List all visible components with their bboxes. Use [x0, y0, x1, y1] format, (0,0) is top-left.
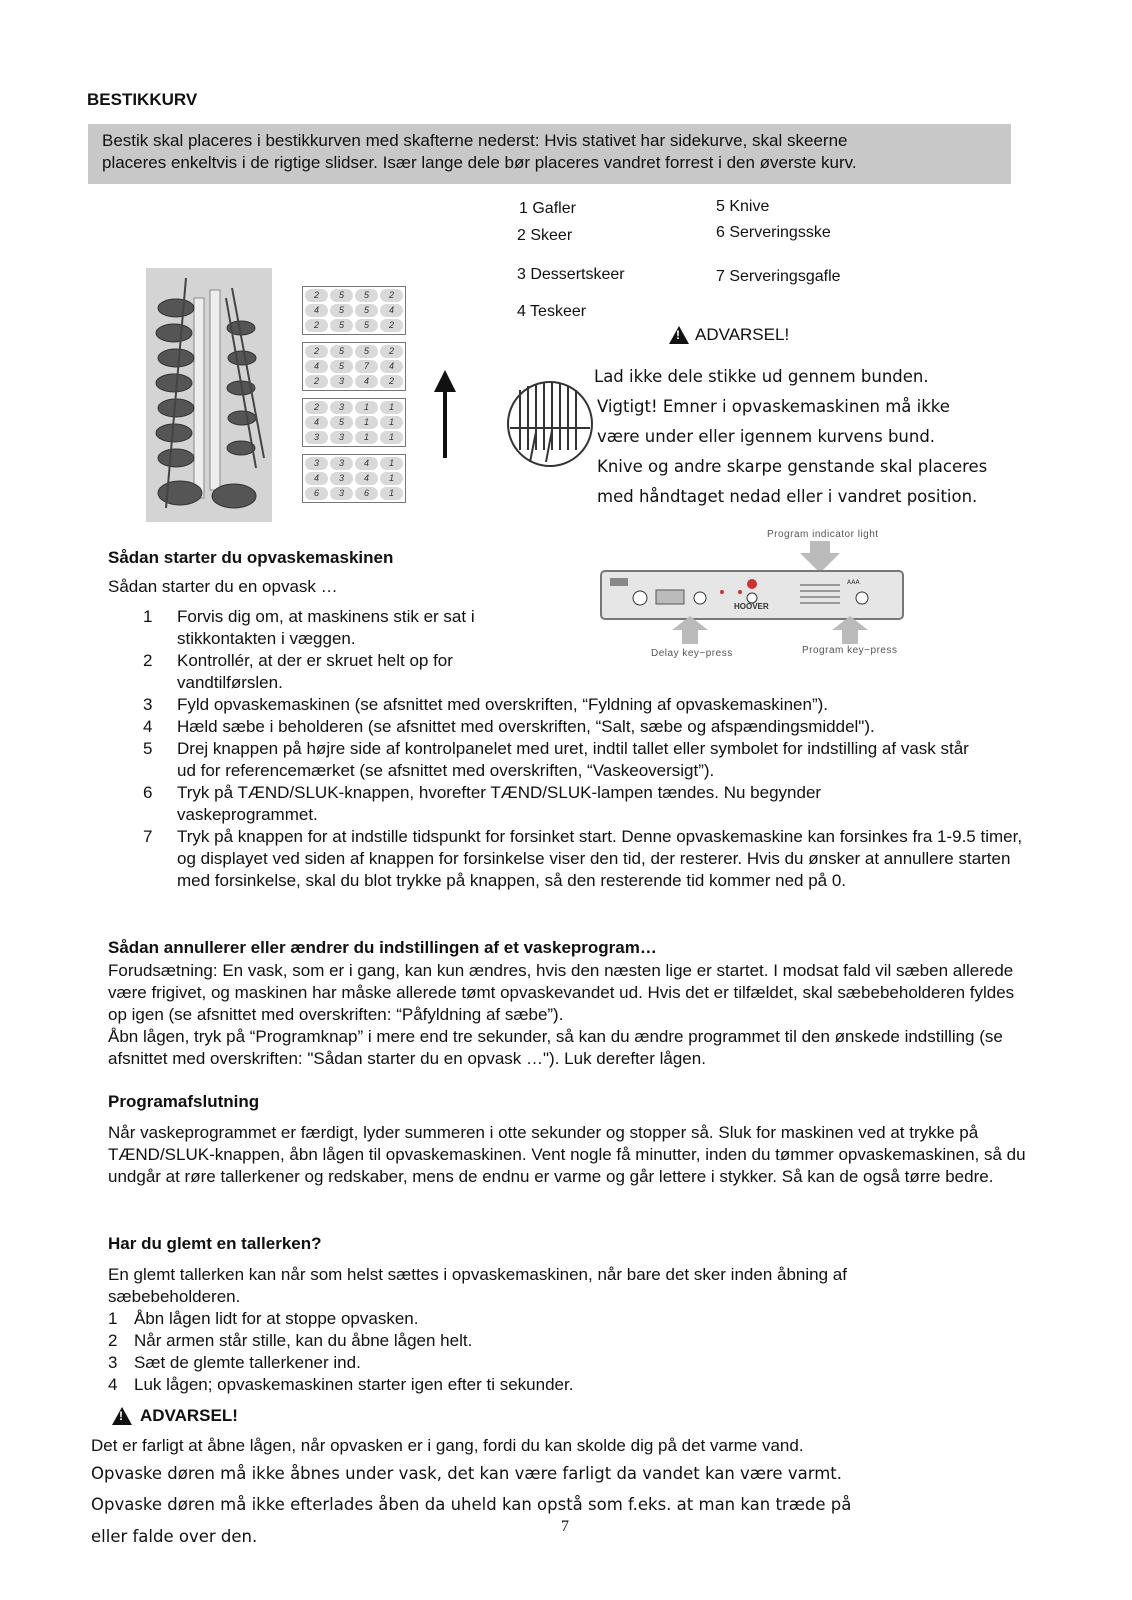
basket-grid-cell: 3 [330, 457, 353, 470]
basket-grid-cell: 5 [330, 319, 353, 332]
legend-item-7: 7 Serveringsgafle [716, 268, 841, 285]
section-title: BESTIKKURV [87, 90, 198, 109]
start-heading: Sådan starter du opvaskemaskinen [108, 548, 394, 567]
start-subheading: Sådan starter du en opvask … [108, 577, 338, 596]
basket-grid-cell: 2 [380, 345, 403, 358]
basket-grid-cell: 4 [305, 360, 328, 373]
basket-grid-cell: 1 [380, 487, 403, 500]
end-text: Når vaskeprogrammet er færdigt, lyder summeren i otte sekunder og stopper så. Sluk for maskinen ved at trykke på TÆND/SLUK-knappen, åbn lågen til opvaskemaskinen. Vent nogle få minutter, inden du tømmer opvaskemaskinen, så du undgår at røre tallerkener og redskaber, mens de endnu er varme og går lettere i stykker. Så kan de også tørre bedre. [108, 1123, 1026, 1186]
panel-label-program: Program key−press [802, 645, 898, 656]
list-item [143, 650, 518, 694]
list-item [108, 1374, 808, 1396]
basket-grid-cell: 5 [330, 304, 353, 317]
basket-grid-block [302, 398, 406, 447]
forgot-steps [108, 1308, 808, 1396]
basket-grid-cell: 1 [380, 401, 403, 414]
list-item [143, 716, 1023, 738]
cancel-text: Forudsætning: En vask, som er i gang, kan kun ændres, hvis den næsten lige er startet. I modsat fald vil sæben allerede være frigivet, og maskinen har måske allerede tømt opvaskevandet ud. Hvis det er tilfældet, skal sæbebeholderen fyldes op igen (se afsnittet med overskriften: “Påfyldning af sæbe”). [108, 961, 1015, 1024]
basket-grid-cell: 6 [355, 487, 378, 500]
basket-grid-cell: 5 [330, 416, 353, 429]
arrow-up-icon [432, 370, 458, 458]
page-number: 7 [561, 1518, 569, 1535]
basket-grid-cell: 5 [355, 345, 378, 358]
step-text: Kontrollér, at der er skruet helt op for vandtilførslen. [177, 651, 453, 692]
basket-grid-cell: 3 [330, 401, 353, 414]
warning-1-line-5: med håndtaget nedad eller i vandret position. [597, 487, 978, 506]
basket-grid-cell: 1 [355, 416, 378, 429]
basket-grid-cell: 5 [355, 289, 378, 302]
basket-grid-cell: 2 [305, 319, 328, 332]
step-number: 6 [143, 783, 153, 802]
warning-1-title: ADVARSEL! [695, 325, 790, 344]
warning-1-line-4: Knive og andre skarpe genstande skal placeres [597, 457, 988, 476]
basket-grid-cell: 5 [330, 289, 353, 302]
basket-grid-cell: 2 [305, 345, 328, 358]
step-text: Åbn lågen lidt for at stoppe opvasken. [134, 1309, 419, 1328]
warning-2-title-row [112, 1406, 238, 1426]
step-text: Tryk på knappen for at indstille tidspunkt for forsinket start. Denne opvaskemaskine kan forsinkes fra 1-9.5 timer, og displayet ved siden af knappen for forsinkelse viser den tid, der resterer. Hvis du ønsker at annullere starten med forsinkelse, skal du blot trykke på knappen, så den resterende tid kommer ned på 0. [177, 827, 1023, 890]
panel-label-delay: Delay key−press [651, 648, 733, 659]
arrow-up-program-icon [832, 616, 868, 644]
list-item [143, 738, 973, 782]
legend-item-3: 3 Dessertskeer [517, 266, 625, 283]
step-text: Tryk på TÆND/SLUK-knappen, hvorefter TÆND/SLUK-lampen tændes. Nu begynder vaskeprogrammet. [177, 783, 822, 824]
step-text: Drej knappen på højre side af kontrolpanelet med uret, indtil tallet eller symbolet for indstilling af vask står ud for referencemærket (se afsnittet med overskriften, “Vaskeoversigt”). [177, 739, 969, 780]
basket-grid-cell: 3 [330, 472, 353, 485]
legend-item-6: 6 Serveringsske [716, 224, 831, 241]
warning-2-line-4: eller falde over den. [91, 1527, 258, 1546]
basket-grid-cell: 3 [330, 431, 353, 444]
list-item [143, 826, 1023, 892]
intro-box [88, 124, 1011, 184]
basket-grid-cell: 3 [305, 431, 328, 444]
list-item [143, 606, 518, 650]
warning-triangle-icon [669, 326, 689, 344]
basket-grid-cell: 4 [380, 360, 403, 373]
basket-grid-cell: 3 [330, 487, 353, 500]
basket-grid-cell: 4 [305, 304, 328, 317]
basket-grid-cell: 5 [330, 360, 353, 373]
basket-grid-cell: 3 [330, 375, 353, 388]
basket-bottom-illustration [506, 380, 594, 468]
legend-item-1: 1 Gafler [519, 200, 576, 217]
forgot-text: En glemt tallerken kan når som helst sættes i opvaskemaskinen, når bare det sker inden åbning af sæbebeholderen. [108, 1265, 847, 1306]
basket-grid-cell: 1 [380, 457, 403, 470]
list-item [143, 782, 917, 826]
start-steps-1-2 [143, 606, 518, 694]
warning-1-line-3: være under eller igennem kurvens bund. [597, 427, 936, 446]
step-number: 7 [143, 827, 153, 846]
basket-grid-cell: 2 [380, 289, 403, 302]
basket-grid-block [302, 454, 406, 503]
step-number: 2 [108, 1331, 118, 1350]
warning-2-title: ADVARSEL! [140, 1406, 238, 1425]
basket-grid-cell: 1 [355, 431, 378, 444]
arrow-down-icon [800, 541, 840, 573]
step-number: 2 [143, 651, 153, 670]
basket-grid-cell: 2 [305, 289, 328, 302]
basket-grid-block [302, 286, 406, 335]
cancel-heading: Sådan annullerer eller ændrer du indstillingen af et vaskeprogram… [108, 938, 657, 957]
warning-1-title-row [669, 325, 789, 345]
basket-grid-cell: 5 [355, 304, 378, 317]
basket-grid-cell: 4 [355, 375, 378, 388]
warning-2-line-1: Det er farligt at åbne lågen, når opvasken er i gang, fordi du kan skolde dig på det varme vand. [91, 1436, 804, 1455]
step-number: 3 [108, 1353, 118, 1372]
basket-grid-cell: 7 [355, 360, 378, 373]
basket-grid-cell: 4 [305, 416, 328, 429]
warning-1-line-1: Lad ikke dele stikke ud gennem bunden. [594, 367, 929, 386]
basket-grid-cell: 3 [305, 457, 328, 470]
panel-label-indicator: Program indicator light [767, 529, 879, 540]
arrow-up-delay-icon [672, 616, 708, 644]
basket-grid-cell: 6 [305, 487, 328, 500]
intro-line-1: Bestik skal placeres i bestikkurven med skafterne nederst: Hvis stativet har sidekurve, skal skeerne [102, 131, 848, 150]
basket-grid-cell: 2 [380, 375, 403, 388]
warning-2-line-3: Opvaske døren må ikke efterlades åben da uheld kan opstå som f.eks. at man kan træde på [91, 1495, 852, 1514]
cancel-text-2: Åbn lågen, tryk på “Programknap” i mere end tre sekunder, så kan du ændre programmet til den ønskede indstilling (se afsnittet med overskriften: "Sådan starter du en opvask …"). Luk derefter lågen. [108, 1027, 1003, 1068]
intro-line-2: placeres enkeltvis i de rigtige slidser. Især lange dele bør placeres vandret forrest i den øverste kurv. [102, 153, 857, 172]
legend-item-5: 5 Knive [716, 198, 770, 215]
step-number: 1 [143, 607, 153, 626]
step-text: Hæld sæbe i beholderen (se afsnittet med overskriften, “Salt, sæbe og afspændingsmiddel"). [177, 717, 875, 736]
control-panel-illustration [600, 570, 904, 620]
warning-triangle-icon [112, 1407, 132, 1425]
list-item [108, 1330, 808, 1352]
basket-grid-cell: 2 [380, 319, 403, 332]
basket-grid-cell: 2 [305, 401, 328, 414]
basket-grid-cell: 1 [355, 401, 378, 414]
basket-layout-grid [302, 286, 406, 510]
warning-1-line-2: Vigtigt! Emner i opvaskemaskinen må ikke [597, 397, 950, 416]
svg-text:AAA: AAA [847, 579, 860, 586]
list-item [108, 1352, 808, 1374]
step-text: Fyld opvaskemaskinen (se afsnittet med overskriften, “Fyldning af opvaskemaskinen”). [177, 695, 828, 714]
warning-2-line-2: Opvaske døren må ikke åbnes under vask, det kan være farligt da vandet kan være varmt. [91, 1464, 842, 1483]
step-text: Luk lågen; opvaskemaskinen starter igen efter ti sekunder. [134, 1375, 574, 1394]
legend-item-4: 4 Teskeer [517, 303, 587, 320]
forgot-heading: Har du glemt en tallerken? [108, 1234, 322, 1253]
step-text: Forvis dig om, at maskinens stik er sat i stikkontakten i væggen. [177, 607, 475, 648]
list-item [108, 1308, 808, 1330]
basket-grid-cell: 5 [330, 345, 353, 358]
legend-item-2: 2 Skeer [517, 227, 573, 244]
panel-brand: HOOVER [734, 602, 769, 611]
basket-grid-cell: 1 [380, 431, 403, 444]
start-steps-3-7 [143, 694, 1023, 892]
basket-grid-cell: 4 [355, 472, 378, 485]
list-item [143, 694, 1023, 716]
basket-grid-cell: 2 [305, 375, 328, 388]
cutlery-basket-photo [146, 268, 272, 522]
step-number: 4 [108, 1375, 118, 1394]
basket-grid-cell: 4 [380, 304, 403, 317]
end-heading: Programafslutning [108, 1092, 260, 1111]
basket-grid-cell: 1 [380, 416, 403, 429]
step-number: 3 [143, 695, 153, 714]
step-text: Sæt de glemte tallerkener ind. [134, 1353, 361, 1372]
basket-grid-cell: 5 [355, 319, 378, 332]
step-text: Når armen står stille, kan du åbne lågen helt. [134, 1331, 473, 1350]
basket-grid-cell: 4 [305, 472, 328, 485]
basket-grid-cell: 4 [355, 457, 378, 470]
basket-grid-cell: 1 [380, 472, 403, 485]
step-number: 5 [143, 739, 153, 758]
step-number: 4 [143, 717, 153, 736]
step-number: 1 [108, 1309, 118, 1328]
basket-grid-block [302, 342, 406, 391]
